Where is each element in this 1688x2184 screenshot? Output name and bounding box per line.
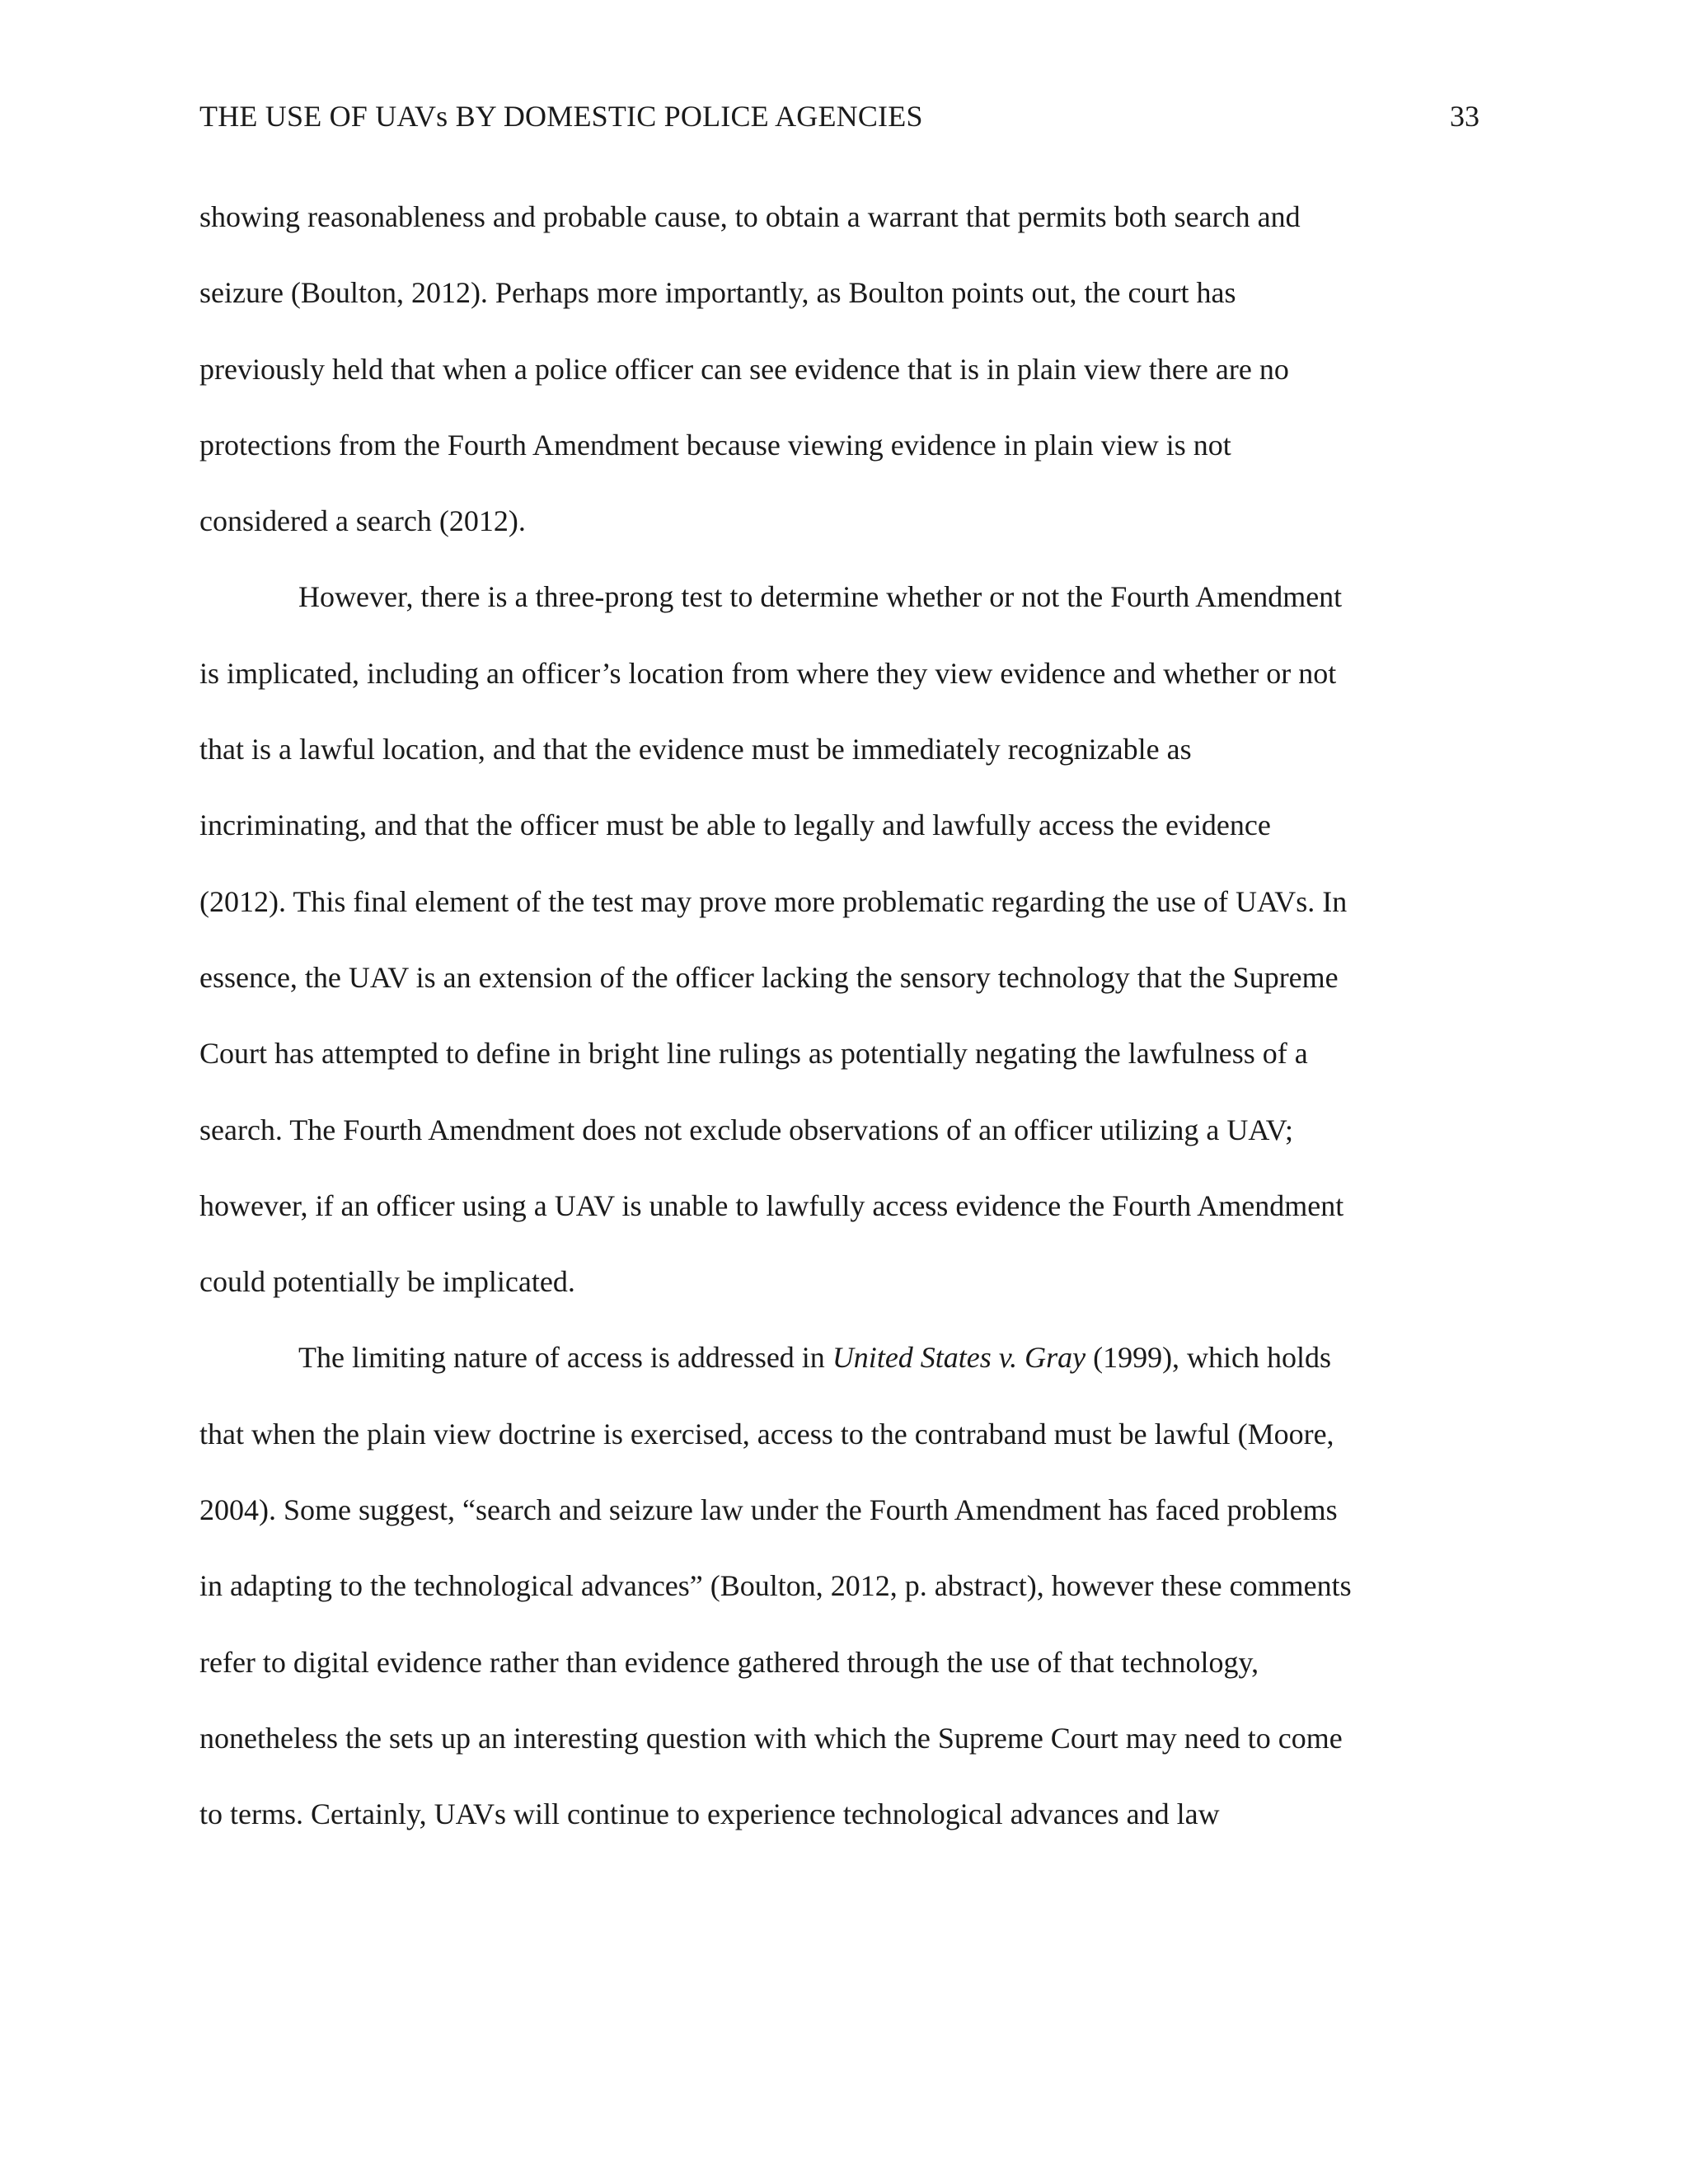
line-text-after-case: (1999), which holds	[1085, 1341, 1332, 1375]
text-line: that is a lawful location, and that the evidence must be immediately recognizable as	[199, 733, 1192, 766]
text-line: is implicated, including an officer’s location from where they view evidence and whether or not	[199, 656, 1337, 690]
text-line: could potentially be implicated.	[199, 1265, 575, 1299]
running-head: THE USE OF UAVs BY DOMESTIC POLICE AGENCIES	[199, 100, 923, 133]
text-line: essence, the UAV is an extension of the officer lacking the sensory technology that the Supreme	[199, 960, 1339, 994]
text-line: seizure (Boulton, 2012). Perhaps more importantly, as Boulton points out, the court has	[199, 276, 1236, 310]
text-line: showing reasonableness and probable cause, to obtain a warrant that permits both search and	[199, 200, 1301, 233]
line-text-before-case: The limiting nature of access is addressed in	[298, 1341, 832, 1375]
text-line: incriminating, and that the officer must be able to legally and lawfully access the evidence	[199, 808, 1271, 842]
text-line: previously held that when a police officer can see evidence that is in plain view there are no	[199, 352, 1289, 386]
text-line: to terms. Certainly, UAVs will continue to experience technological advances and law	[199, 1797, 1220, 1831]
text-line: that when the plain view doctrine is exercised, access to the contraband must be lawful (Moore,	[199, 1417, 1334, 1451]
text-line: search. The Fourth Amendment does not exclude observations of an officer utilizing a UAV;	[199, 1113, 1294, 1146]
text-line: 2004). Some suggest, “search and seizure law under the Fourth Amendment has faced problems	[199, 1493, 1338, 1527]
paragraph-first-line: However, there is a three-prong test to determine whether or not the Fourth Amendment	[298, 580, 1343, 614]
text-line: nonetheless the sets up an interesting question with which the Supreme Court may need to come	[199, 1721, 1343, 1755]
text-line: (2012). This final element of the test may prove more problematic regarding the use of UAVs. In	[199, 884, 1348, 918]
text-line: considered a search (2012).	[199, 504, 526, 538]
text-line: in adapting to the technological advances” (Boulton, 2012, p. abstract), however these comments	[199, 1569, 1352, 1603]
text-line: Court has attempted to define in bright line rulings as potentially negating the lawfulness of a	[199, 1037, 1308, 1071]
paragraph-first-line	[199, 1338, 1518, 1414]
body-text	[199, 198, 1518, 1872]
text-line: refer to digital evidence rather than evidence gathered through the use of that technology,	[199, 1645, 1259, 1679]
page-number: 33	[1450, 100, 1479, 133]
case-name: United States v. Gray	[832, 1341, 1086, 1375]
text-line: protections from the Fourth Amendment because viewing evidence in plain view is not	[199, 428, 1231, 462]
text-line: however, if an officer using a UAV is unable to lawfully access evidence the Fourth Amendment	[199, 1188, 1344, 1222]
